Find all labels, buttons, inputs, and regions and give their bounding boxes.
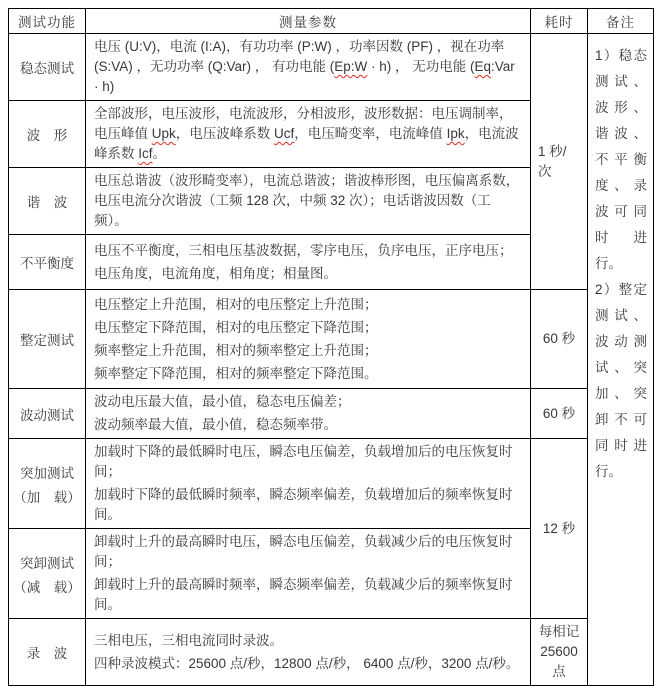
- paragraph: [533, 662, 585, 682]
- params-harmonic: [86, 168, 531, 235]
- text-segment: 2）整定测试、波动测试、突加、突卸不可同时进行。: [595, 282, 647, 479]
- row-sudden-load-test: [9, 439, 654, 529]
- spellcheck-flagged-text: Ucf: [274, 126, 295, 141]
- paragraph: [94, 532, 523, 572]
- paragraph: [94, 364, 523, 384]
- spellcheck-flagged-text: Upk: [151, 126, 176, 141]
- label-sudden-unload-test: [9, 529, 86, 619]
- spellcheck-flagged-text: Icf: [138, 146, 153, 161]
- label-harmonic: 谐 波: [9, 168, 86, 235]
- text-segment: 1）稳态测试、波形、谐波、不平衡度、录波可同时进行。: [595, 48, 647, 271]
- text-segment: 四种录波模式：25600 点/秒，12800 点/秒， 6400 点/秒，3200 点/秒。: [94, 655, 520, 671]
- label-waveform: 波 形: [9, 101, 86, 168]
- paragraph: [94, 442, 523, 482]
- params-sudden-unload-test: [86, 529, 531, 619]
- table-header-row: [9, 9, 654, 34]
- spellcheck-flagged-text: Ipk: [446, 126, 465, 141]
- label-fluctuation-test: 波动测试: [9, 389, 86, 439]
- paragraph: [94, 631, 523, 651]
- paragraph: [94, 295, 523, 315]
- text-segment: 电压不平衡度，三相电压基波数据，零序电压，负序电压，正序电压；: [94, 242, 513, 258]
- label-line-2: （加 载）: [13, 489, 81, 505]
- time-fluctuation-test: 60 秒: [531, 389, 588, 439]
- text-segment: 频率整定上升范围，相对的频率整定上升范围；: [94, 342, 378, 358]
- paragraph: [538, 142, 585, 162]
- paragraph: [94, 485, 523, 525]
- text-segment: 25600: [540, 644, 578, 659]
- text-segment: 次: [538, 163, 552, 179]
- spellcheck-flagged-text: Ep:W: [334, 59, 368, 74]
- label-steady-state: 稳态测试: [9, 34, 86, 101]
- spellcheck-flagged-text: Eq: [474, 59, 492, 74]
- text-segment: 波动频率最大值，最小值，稳态频率带。: [94, 417, 337, 432]
- paragraph: [94, 318, 523, 338]
- paragraph: [538, 162, 585, 182]
- time-setting-test: 60 秒: [531, 290, 588, 389]
- paragraph: [533, 642, 585, 662]
- paragraph: [94, 575, 523, 615]
- time-basic-group: [531, 34, 588, 290]
- paragraph: [94, 264, 523, 284]
- text-segment: 电压角度，电流角度，相角度；相量图。: [94, 265, 337, 281]
- params-sudden-load-test: [86, 439, 531, 529]
- row-setting-test: [9, 290, 654, 389]
- text-segment: 1 秒/: [538, 143, 567, 159]
- label-line-1: 突加测试: [20, 465, 74, 481]
- params-steady-state: [86, 34, 531, 101]
- text-segment: 点: [552, 664, 566, 679]
- text-segment: 波动电压最大值，最小值，稳态电压偏差；: [94, 394, 351, 409]
- header-params: 测量参数: [86, 9, 531, 34]
- params-recording: [86, 619, 531, 686]
- text-segment: 卸载时上升的最高瞬时频率，瞬态频率偏差，负载减少后的频率恢复时间。: [94, 577, 513, 612]
- label-setting-test: 整定测试: [9, 290, 86, 389]
- header-time: 耗时: [531, 9, 588, 34]
- text-segment: 卸载时上升的最高瞬时电压，瞬态电压偏差，负载减少后的电压恢复时间；: [94, 534, 513, 569]
- row-steady-state: [9, 34, 654, 101]
- paragraph: [94, 392, 523, 412]
- time-sudden-group: 12 秒: [531, 439, 588, 619]
- header-function: 测试功能: [9, 9, 86, 34]
- row-fluctuation-test: [9, 389, 654, 439]
- text-segment: 全部波形，电压波形，电流波形，分相波形，波形数据：电压调制率，电压峰值: [94, 106, 513, 141]
- params-fluctuation-test: [86, 389, 531, 439]
- text-segment: 每相记: [538, 624, 580, 639]
- paragraph: [595, 43, 647, 277]
- label-unbalance: 不平衡度: [9, 235, 86, 290]
- text-segment: ，电压畸变率，电流峰值: [294, 126, 447, 141]
- paragraph: [94, 341, 523, 361]
- spec-table: [8, 8, 654, 686]
- paragraph: [94, 654, 523, 674]
- text-segment: ，电压波峰系数: [175, 126, 275, 141]
- header-remark: 备注: [588, 9, 654, 34]
- paragraph: [94, 415, 523, 435]
- label-sudden-load-test: [9, 439, 86, 529]
- text-segment: 电压整定下降范围，相对的电压整定下降范围；: [94, 319, 378, 335]
- text-segment: 加载时下降的最低瞬时电压，瞬态电压偏差，负载增加后的电压恢复时间；: [94, 444, 513, 479]
- remarks-cell: [588, 34, 654, 686]
- params-waveform: [86, 101, 531, 168]
- paragraph: [94, 104, 523, 164]
- text-segment: ，电流波峰系数: [94, 126, 519, 161]
- text-segment: 电压整定上升范围，相对的电压整定上升范围；: [94, 296, 378, 312]
- text-segment: 加载时下降的最低瞬时频率，瞬态频率偏差，负载增加后的频率恢复时间。: [94, 487, 513, 522]
- params-unbalance: [86, 235, 531, 290]
- label-recording: 录 波: [9, 619, 86, 686]
- paragraph: [595, 277, 647, 485]
- text-segment: 。: [152, 146, 167, 161]
- text-segment: 电压总谐波（波形畸变率），电流总谐波；谐波棒形图，电压偏离系数，电压电流分次谐波（工频 128 次，中频 32 次）；电话谐波因数（工频）。: [94, 173, 520, 228]
- paragraph: [533, 622, 585, 642]
- text-segment: :Var · h): [94, 59, 515, 94]
- label-line-1: 突卸测试: [20, 555, 74, 571]
- text-segment: · h) ， 无功电能 (: [367, 59, 475, 74]
- text-segment: 频率整定下降范围，相对的频率整定下降范围。: [94, 365, 378, 381]
- text-segment: 电压 (U:V)，电流 (I:A)，有功功率 (P:W) ，功率因数 (PF) ，视在功率 (S:VA) ，无功功率 (Q:Var) ， 有功电能 (: [94, 39, 505, 74]
- paragraph: [94, 37, 523, 97]
- row-recording: [9, 619, 654, 686]
- text-segment: 三相电压，三相电流同时录波。: [94, 632, 283, 648]
- params-setting-test: [86, 290, 531, 389]
- time-recording: [531, 619, 588, 686]
- paragraph: [94, 241, 523, 261]
- label-line-2: （减 载）: [13, 579, 81, 595]
- paragraph: [94, 171, 523, 231]
